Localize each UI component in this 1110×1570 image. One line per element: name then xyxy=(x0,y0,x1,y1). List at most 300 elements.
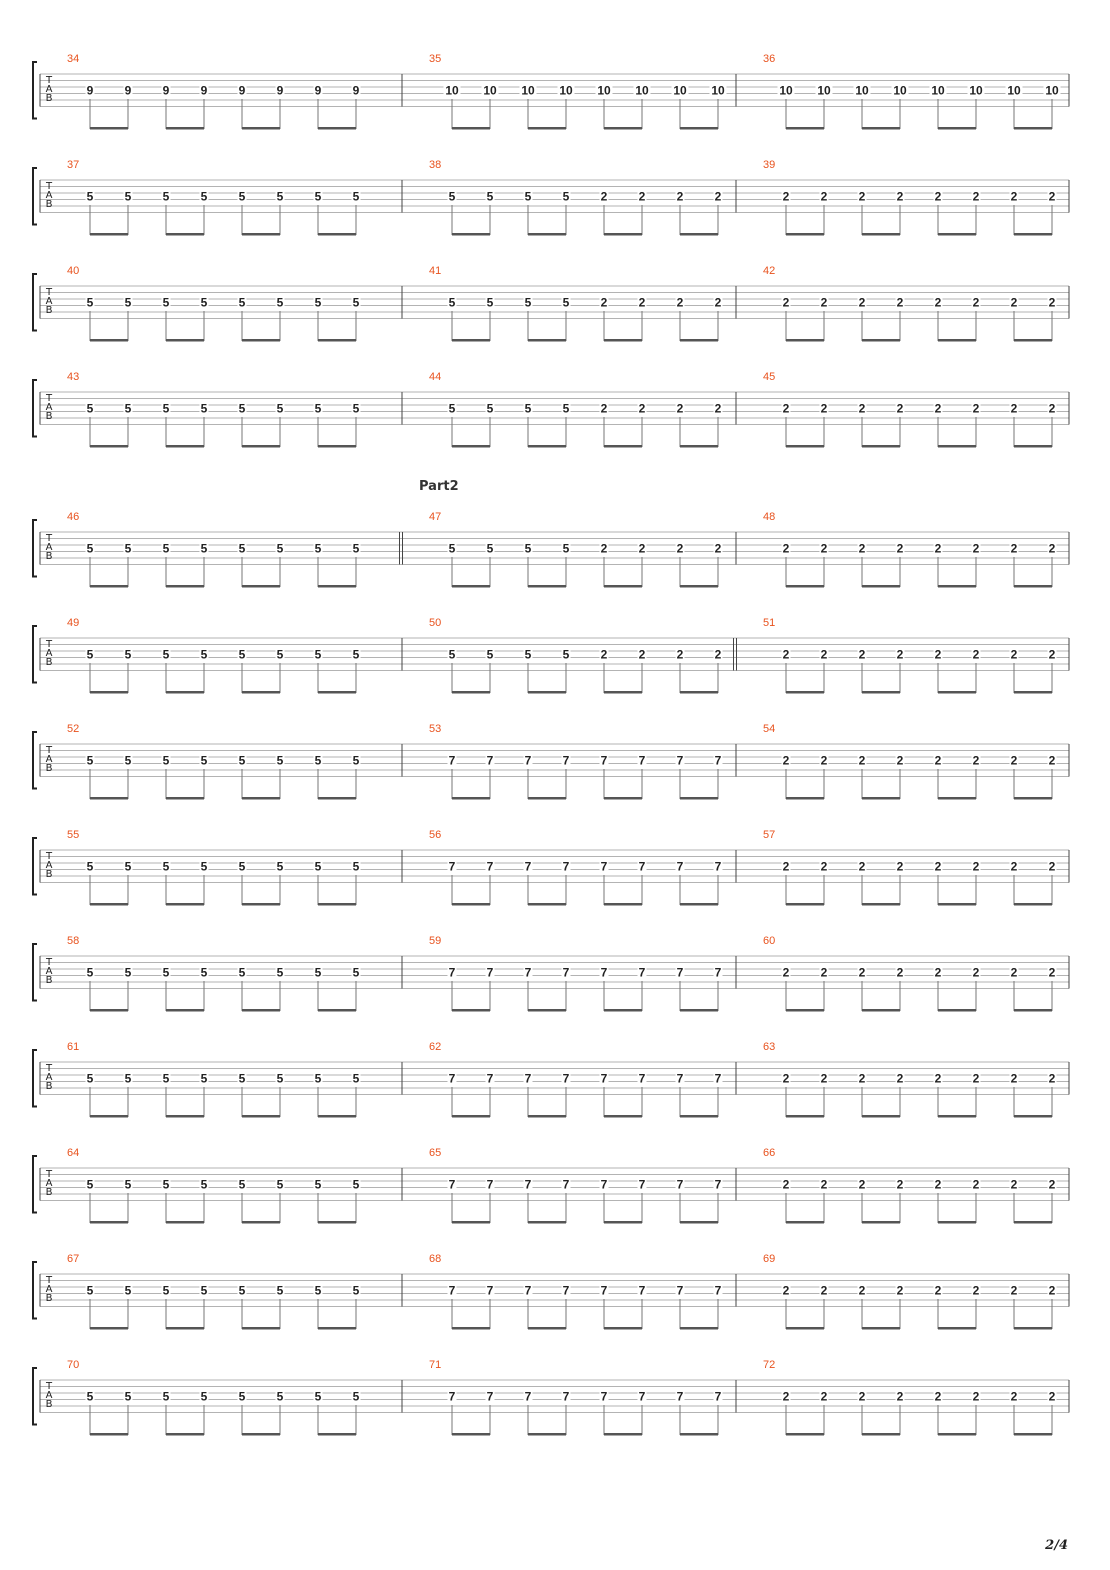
fret-number: 5 xyxy=(86,541,94,556)
eighth-beam xyxy=(528,445,566,448)
measure-number: 57 xyxy=(763,829,776,841)
fret-number: 2 xyxy=(972,1177,980,1192)
fret-number: 2 xyxy=(600,295,608,310)
eighth-beam xyxy=(318,445,356,448)
fret-number: 2 xyxy=(972,965,980,980)
fret-number: 5 xyxy=(314,1389,322,1404)
fret-number: 2 xyxy=(896,647,904,662)
eighth-beam xyxy=(862,1221,900,1224)
tab-system xyxy=(33,53,1069,130)
fret-number: 7 xyxy=(524,1071,532,1086)
fret-number: 5 xyxy=(562,401,570,416)
fret-number: 5 xyxy=(238,859,246,874)
fret-number: 5 xyxy=(314,401,322,416)
measure-number: 42 xyxy=(763,265,776,277)
eighth-beam xyxy=(680,339,718,342)
fret-number: 2 xyxy=(600,189,608,204)
fret-number: 7 xyxy=(638,753,646,768)
eighth-beam xyxy=(318,1009,356,1012)
fret-number: 5 xyxy=(276,647,284,662)
fret-number: 5 xyxy=(200,859,208,874)
fret-number: 5 xyxy=(162,295,170,310)
tab-system xyxy=(33,479,1069,588)
tab-clef-letter: A xyxy=(45,1178,53,1189)
fret-number: 2 xyxy=(820,647,828,662)
fret-number: 2 xyxy=(820,541,828,556)
measure-number: 34 xyxy=(67,53,80,65)
tab-clef-letter: B xyxy=(45,763,53,774)
fret-number: 5 xyxy=(162,541,170,556)
fret-number: 5 xyxy=(352,295,360,310)
fret-number: 5 xyxy=(124,1389,132,1404)
tab-clef-letter: B xyxy=(45,975,53,986)
fret-number: 2 xyxy=(782,1389,790,1404)
tab-clef-letter: A xyxy=(45,542,53,553)
fret-number: 9 xyxy=(162,83,170,98)
fret-number: 5 xyxy=(124,189,132,204)
fret-number: 7 xyxy=(486,1071,494,1086)
eighth-beam xyxy=(452,1327,490,1330)
eighth-beam xyxy=(528,797,566,800)
measure-number: 49 xyxy=(67,617,80,629)
fret-number: 5 xyxy=(314,1177,322,1192)
eighth-beam xyxy=(528,339,566,342)
eighth-beam xyxy=(938,691,976,694)
eighth-beam xyxy=(318,797,356,800)
fret-number: 5 xyxy=(200,1389,208,1404)
fret-number: 5 xyxy=(352,541,360,556)
fret-number: 2 xyxy=(972,753,980,768)
measure-number: 38 xyxy=(429,159,442,171)
fret-number: 2 xyxy=(858,753,866,768)
fret-number: 7 xyxy=(448,1389,456,1404)
eighth-beam xyxy=(242,233,280,236)
fret-number: 2 xyxy=(1048,1071,1056,1086)
eighth-beam xyxy=(862,445,900,448)
fret-number: 5 xyxy=(448,295,456,310)
fret-number: 2 xyxy=(820,965,828,980)
eighth-beam xyxy=(862,1009,900,1012)
fret-number: 2 xyxy=(782,189,790,204)
fret-number: 10 xyxy=(855,83,869,98)
tab-clef-letter: B xyxy=(45,1293,53,1304)
fret-number: 10 xyxy=(445,83,459,98)
eighth-beam xyxy=(90,233,128,236)
fret-number: 5 xyxy=(162,1177,170,1192)
fret-number: 5 xyxy=(524,647,532,662)
eighth-beam xyxy=(786,585,824,588)
fret-number: 5 xyxy=(162,189,170,204)
fret-number: 2 xyxy=(782,295,790,310)
fret-number: 7 xyxy=(486,1389,494,1404)
eighth-beam xyxy=(604,339,642,342)
fret-number: 7 xyxy=(714,965,722,980)
eighth-beam xyxy=(166,797,204,800)
system-bracket xyxy=(33,274,37,331)
fret-number: 5 xyxy=(486,541,494,556)
page-number: 2/4 xyxy=(1045,1538,1068,1553)
fret-number: 5 xyxy=(276,295,284,310)
eighth-beam xyxy=(318,1221,356,1224)
fret-number: 5 xyxy=(86,401,94,416)
tab-clef-letter: A xyxy=(45,296,53,307)
fret-number: 5 xyxy=(352,859,360,874)
fret-number: 7 xyxy=(524,1389,532,1404)
eighth-beam xyxy=(786,903,824,906)
tab-clef-letter: A xyxy=(45,754,53,765)
fret-number: 2 xyxy=(934,541,942,556)
eighth-beam xyxy=(166,903,204,906)
eighth-beam xyxy=(528,1221,566,1224)
eighth-beam xyxy=(1014,1009,1052,1012)
fret-number: 5 xyxy=(124,859,132,874)
measure-number: 63 xyxy=(763,1041,776,1053)
fret-number: 7 xyxy=(676,859,684,874)
tab-clef-letter: T xyxy=(45,851,53,862)
fret-number: 2 xyxy=(896,1071,904,1086)
tab-clef-letter: B xyxy=(45,305,53,316)
fret-number: 5 xyxy=(314,965,322,980)
fret-number: 7 xyxy=(562,1389,570,1404)
fret-number: 2 xyxy=(820,1389,828,1404)
fret-number: 5 xyxy=(200,1071,208,1086)
fret-number: 9 xyxy=(86,83,94,98)
eighth-beam xyxy=(318,691,356,694)
eighth-beam xyxy=(242,1009,280,1012)
fret-number: 5 xyxy=(162,1071,170,1086)
fret-number: 2 xyxy=(782,647,790,662)
eighth-beam xyxy=(90,445,128,448)
fret-number: 2 xyxy=(934,401,942,416)
fret-number: 5 xyxy=(352,647,360,662)
fret-number: 2 xyxy=(896,295,904,310)
eighth-beam xyxy=(1014,585,1052,588)
fret-number: 5 xyxy=(486,189,494,204)
fret-number: 2 xyxy=(896,1177,904,1192)
fret-number: 5 xyxy=(352,965,360,980)
fret-number: 2 xyxy=(858,1177,866,1192)
system-bracket xyxy=(33,1156,37,1213)
system-bracket xyxy=(33,944,37,1001)
eighth-beam xyxy=(1014,1327,1052,1330)
fret-number: 2 xyxy=(782,753,790,768)
fret-number: 2 xyxy=(934,295,942,310)
fret-number: 5 xyxy=(562,541,570,556)
fret-number: 5 xyxy=(124,541,132,556)
eighth-beam xyxy=(938,1327,976,1330)
eighth-beam xyxy=(90,339,128,342)
fret-number: 9 xyxy=(276,83,284,98)
fret-number: 7 xyxy=(486,965,494,980)
eighth-beam xyxy=(242,127,280,130)
fret-number: 5 xyxy=(314,1283,322,1298)
eighth-beam xyxy=(680,1221,718,1224)
system-bracket xyxy=(33,732,37,789)
fret-number: 2 xyxy=(934,753,942,768)
tab-clef-letter: B xyxy=(45,657,53,668)
eighth-beam xyxy=(166,1221,204,1224)
fret-number: 5 xyxy=(124,965,132,980)
fret-number: 2 xyxy=(782,859,790,874)
fret-number: 2 xyxy=(858,401,866,416)
eighth-beam xyxy=(452,1009,490,1012)
tab-clef-letter: B xyxy=(45,1081,53,1092)
tab-clef-letter: B xyxy=(45,411,53,422)
eighth-beam xyxy=(862,1115,900,1118)
eighth-beam xyxy=(604,1115,642,1118)
fret-number: 7 xyxy=(448,753,456,768)
fret-number: 2 xyxy=(1010,1071,1018,1086)
fret-number: 2 xyxy=(896,1283,904,1298)
eighth-beam xyxy=(452,903,490,906)
tab-clef-letter: A xyxy=(45,190,53,201)
eighth-beam xyxy=(452,339,490,342)
eighth-beam xyxy=(938,445,976,448)
fret-number: 2 xyxy=(638,541,646,556)
fret-number: 5 xyxy=(162,647,170,662)
eighth-beam xyxy=(786,1115,824,1118)
system-bracket xyxy=(33,626,37,683)
fret-number: 5 xyxy=(200,189,208,204)
fret-number: 7 xyxy=(600,965,608,980)
fret-number: 5 xyxy=(352,1071,360,1086)
fret-number: 2 xyxy=(858,1283,866,1298)
fret-number: 7 xyxy=(448,1071,456,1086)
fret-number: 5 xyxy=(314,295,322,310)
fret-number: 2 xyxy=(858,859,866,874)
fret-number: 7 xyxy=(486,859,494,874)
fret-number: 2 xyxy=(714,541,722,556)
fret-number: 2 xyxy=(934,1283,942,1298)
fret-number: 2 xyxy=(934,1389,942,1404)
tab-clef-letter: A xyxy=(45,966,53,977)
measure-number: 60 xyxy=(763,935,776,947)
eighth-beam xyxy=(90,127,128,130)
measure-number: 72 xyxy=(763,1359,776,1371)
fret-number: 2 xyxy=(934,647,942,662)
system-bracket xyxy=(33,380,37,437)
tab-clef-letter: A xyxy=(45,84,53,95)
tab-clef-letter: A xyxy=(45,860,53,871)
fret-number: 5 xyxy=(352,1283,360,1298)
measure-number: 54 xyxy=(763,723,776,735)
eighth-beam xyxy=(1014,233,1052,236)
fret-number: 2 xyxy=(896,189,904,204)
eighth-beam xyxy=(604,585,642,588)
fret-number: 5 xyxy=(276,1177,284,1192)
fret-number: 2 xyxy=(1048,647,1056,662)
eighth-beam xyxy=(786,797,824,800)
fret-number: 7 xyxy=(524,859,532,874)
fret-number: 5 xyxy=(238,1071,246,1086)
measure-number: 39 xyxy=(763,159,776,171)
fret-number: 2 xyxy=(858,189,866,204)
fret-number: 7 xyxy=(638,965,646,980)
fret-number: 7 xyxy=(486,753,494,768)
eighth-beam xyxy=(680,233,718,236)
fret-number: 2 xyxy=(896,401,904,416)
tab-system xyxy=(33,1359,1069,1436)
tab-clef-letter: T xyxy=(45,533,53,544)
fret-number: 2 xyxy=(1010,1283,1018,1298)
fret-number: 5 xyxy=(352,1389,360,1404)
fret-number: 10 xyxy=(931,83,945,98)
fret-number: 5 xyxy=(86,1389,94,1404)
fret-number: 7 xyxy=(562,1177,570,1192)
fret-number: 5 xyxy=(162,1283,170,1298)
fret-number: 5 xyxy=(86,189,94,204)
eighth-beam xyxy=(90,1433,128,1436)
eighth-beam xyxy=(242,691,280,694)
eighth-beam xyxy=(242,1221,280,1224)
measure-number: 48 xyxy=(763,511,776,523)
eighth-beam xyxy=(528,903,566,906)
eighth-beam xyxy=(318,1327,356,1330)
eighth-beam xyxy=(862,797,900,800)
eighth-beam xyxy=(938,1433,976,1436)
fret-number: 2 xyxy=(782,1071,790,1086)
eighth-beam xyxy=(166,1327,204,1330)
eighth-beam xyxy=(452,1221,490,1224)
fret-number: 2 xyxy=(820,189,828,204)
tab-clef-letter: T xyxy=(45,1381,53,1392)
fret-number: 2 xyxy=(1010,189,1018,204)
eighth-beam xyxy=(862,691,900,694)
fret-number: 2 xyxy=(972,1283,980,1298)
fret-number: 7 xyxy=(676,1071,684,1086)
fret-number: 2 xyxy=(1010,401,1018,416)
fret-number: 5 xyxy=(162,1389,170,1404)
fret-number: 5 xyxy=(200,401,208,416)
fret-number: 2 xyxy=(972,1071,980,1086)
eighth-beam xyxy=(166,691,204,694)
eighth-beam xyxy=(242,797,280,800)
eighth-beam xyxy=(90,1327,128,1330)
fret-number: 5 xyxy=(200,295,208,310)
eighth-beam xyxy=(528,1433,566,1436)
measure-number: 65 xyxy=(429,1147,442,1159)
fret-number: 10 xyxy=(635,83,649,98)
eighth-beam xyxy=(604,903,642,906)
fret-number: 10 xyxy=(1045,83,1059,98)
measure-number: 43 xyxy=(67,371,80,383)
eighth-beam xyxy=(862,127,900,130)
fret-number: 5 xyxy=(276,541,284,556)
fret-number: 5 xyxy=(162,753,170,768)
fret-number: 5 xyxy=(238,541,246,556)
fret-number: 2 xyxy=(1048,965,1056,980)
fret-number: 5 xyxy=(524,295,532,310)
fret-number: 5 xyxy=(352,1177,360,1192)
fret-number: 2 xyxy=(972,647,980,662)
tab-clef-letter: T xyxy=(45,1169,53,1180)
fret-number: 5 xyxy=(200,965,208,980)
eighth-beam xyxy=(862,1327,900,1330)
eighth-beam xyxy=(604,127,642,130)
system-bracket xyxy=(33,520,37,577)
fret-number: 10 xyxy=(1007,83,1021,98)
eighth-beam xyxy=(528,127,566,130)
fret-number: 7 xyxy=(714,1177,722,1192)
fret-number: 2 xyxy=(896,965,904,980)
fret-number: 7 xyxy=(714,1283,722,1298)
eighth-beam xyxy=(604,1327,642,1330)
fret-number: 5 xyxy=(314,189,322,204)
eighth-beam xyxy=(1014,127,1052,130)
eighth-beam xyxy=(938,127,976,130)
eighth-beam xyxy=(680,1115,718,1118)
eighth-beam xyxy=(166,339,204,342)
tab-clef-letter: A xyxy=(45,1072,53,1083)
fret-number: 5 xyxy=(200,647,208,662)
fret-number: 5 xyxy=(124,1177,132,1192)
measure-number: 51 xyxy=(763,617,776,629)
eighth-beam xyxy=(604,233,642,236)
tab-clef-letter: B xyxy=(45,199,53,210)
fret-number: 2 xyxy=(934,1071,942,1086)
fret-number: 5 xyxy=(162,965,170,980)
fret-number: 2 xyxy=(638,401,646,416)
fret-number: 2 xyxy=(1048,1283,1056,1298)
measure-number: 47 xyxy=(429,511,442,523)
fret-number: 7 xyxy=(600,1071,608,1086)
eighth-beam xyxy=(938,339,976,342)
fret-number: 5 xyxy=(448,189,456,204)
fret-number: 2 xyxy=(820,859,828,874)
eighth-beam xyxy=(680,1009,718,1012)
measure-number: 71 xyxy=(429,1359,442,1371)
eighth-beam xyxy=(680,127,718,130)
measure-number: 59 xyxy=(429,935,442,947)
fret-number: 2 xyxy=(782,541,790,556)
eighth-beam xyxy=(452,797,490,800)
fret-number: 5 xyxy=(86,1177,94,1192)
eighth-beam xyxy=(786,691,824,694)
fret-number: 2 xyxy=(972,541,980,556)
fret-number: 2 xyxy=(1048,401,1056,416)
fret-number: 5 xyxy=(352,401,360,416)
fret-number: 7 xyxy=(600,1389,608,1404)
fret-number: 5 xyxy=(276,1071,284,1086)
fret-number: 2 xyxy=(638,189,646,204)
fret-number: 10 xyxy=(483,83,497,98)
measure-number: 66 xyxy=(763,1147,776,1159)
fret-number: 5 xyxy=(524,401,532,416)
fret-number: 2 xyxy=(934,1177,942,1192)
eighth-beam xyxy=(680,797,718,800)
fret-number: 2 xyxy=(1048,753,1056,768)
fret-number: 2 xyxy=(820,1071,828,1086)
fret-number: 2 xyxy=(676,401,684,416)
fret-number: 5 xyxy=(486,647,494,662)
measure-number: 44 xyxy=(429,371,442,383)
fret-number: 10 xyxy=(673,83,687,98)
fret-number: 2 xyxy=(638,295,646,310)
measure-number: 55 xyxy=(67,829,80,841)
eighth-beam xyxy=(680,691,718,694)
eighth-beam xyxy=(528,1115,566,1118)
fret-number: 7 xyxy=(562,1071,570,1086)
fret-number: 2 xyxy=(858,1071,866,1086)
fret-number: 5 xyxy=(124,295,132,310)
fret-number: 5 xyxy=(200,753,208,768)
eighth-beam xyxy=(604,1221,642,1224)
fret-number: 2 xyxy=(972,859,980,874)
fret-number: 7 xyxy=(638,1177,646,1192)
fret-number: 2 xyxy=(638,647,646,662)
tab-clef-letter: B xyxy=(45,1399,53,1410)
fret-number: 2 xyxy=(896,541,904,556)
